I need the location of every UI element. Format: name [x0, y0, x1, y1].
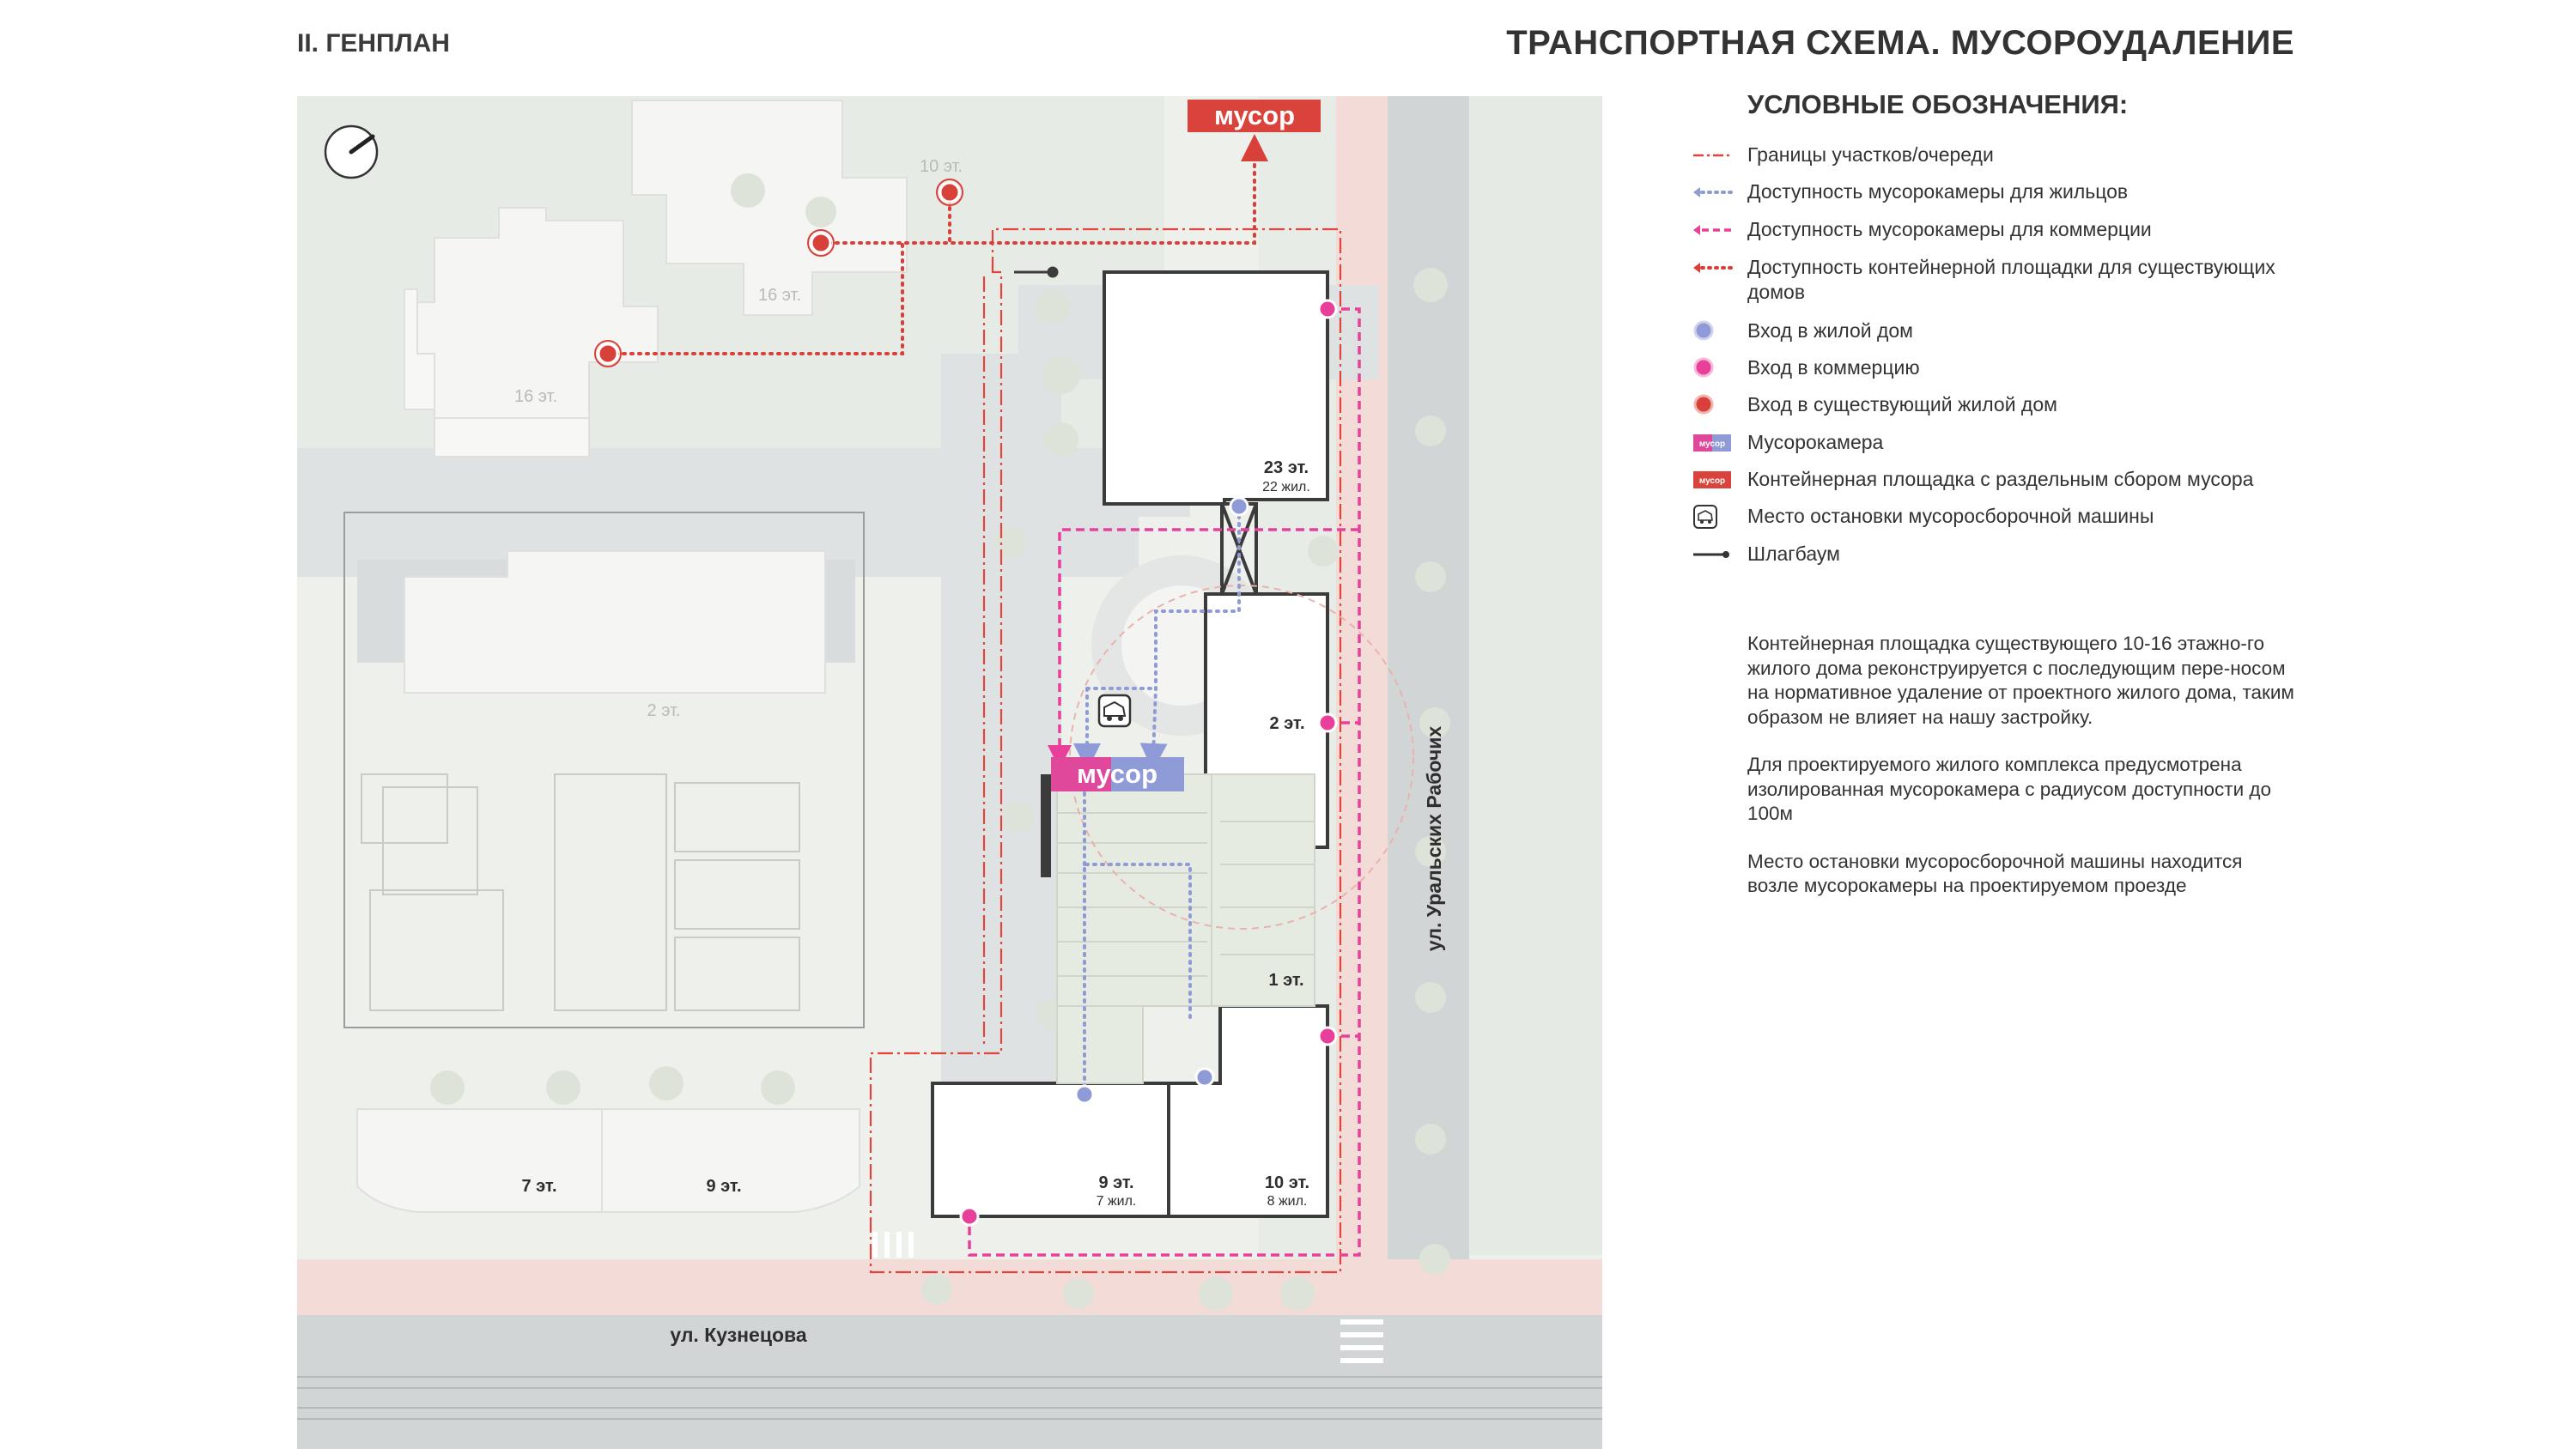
existing-arrow-icon	[1692, 255, 1735, 281]
existing-building-9-floors	[602, 1109, 860, 1212]
street-name-east: ул. Уральских Рабочих	[1423, 725, 1445, 952]
building-label: 10 эт.	[919, 157, 963, 176]
existing-building-7-floors	[357, 1109, 602, 1212]
building-sublabel: 8 жил.	[1267, 1194, 1308, 1209]
resident-entrance-dot-icon	[1692, 318, 1735, 344]
building-label: 7 эт.	[521, 1177, 557, 1196]
trash-room-tag-icon	[1692, 430, 1735, 456]
street-kuznetsova-road	[297, 1315, 1602, 1449]
site-plan-map	[297, 96, 1602, 1449]
container-site-marker	[1188, 100, 1321, 132]
svg-text:мусор: мусор	[1698, 476, 1726, 486]
building-label: 16 эт.	[513, 387, 558, 406]
building-label: 2 эт.	[647, 701, 681, 720]
note-paragraph: Контейнерная площадка существующего 10-16 этажно-го жилого дома реконструируется с последующим пере-носом на нормативное удаление от проектного жилого дома, таким образом не влияет на нашу застройку.	[1747, 633, 2294, 728]
svg-text:мусор: мусор	[1698, 440, 1726, 449]
building-sublabel: 7 жил.	[1096, 1194, 1137, 1209]
garbage-truck-icon	[1692, 504, 1735, 530]
building-label: 9 эт.	[1098, 1173, 1134, 1192]
explanatory-notes	[1747, 632, 2297, 922]
legend-title: УСЛОВНЫЕ ОБОЗНАЧЕНИЯ:	[1747, 89, 2129, 119]
building-label: 23 эт.	[1263, 458, 1309, 477]
building-label: 10 эт.	[1264, 1173, 1310, 1192]
section-title: II. ГЕНПЛАН	[297, 29, 450, 58]
resident-arrow-icon	[1692, 179, 1735, 205]
trash-room-label: мусор	[1076, 759, 1158, 789]
building-label: 9 эт.	[706, 1177, 742, 1196]
container-site-tag-icon	[1692, 467, 1735, 493]
note-paragraph: Место остановки мусоросборочной машины находится возле мусорокамеры на проектируемом проезде	[1747, 850, 2243, 896]
garbage-truck-icon	[1099, 695, 1130, 726]
commercial-arrow-icon	[1692, 217, 1735, 243]
street-name-south: ул. Кузнецова	[670, 1324, 807, 1346]
boundary-line-icon	[1692, 142, 1735, 168]
building-label: 1 эт.	[1268, 971, 1304, 990]
existing-entrance-dot-icon	[1692, 392, 1735, 418]
building-label: 16 эт.	[757, 286, 802, 305]
building-sublabel: 22 жил.	[1262, 480, 1310, 494]
building-label: 2 эт.	[1269, 714, 1305, 733]
note-paragraph: Для проектируемого жилого комплекса предусмотрена изолированная мусорокамера с радиусом доступности до 100м	[1747, 754, 2272, 824]
barrier-icon	[1692, 542, 1735, 567]
container-site-label: мусор	[1213, 100, 1296, 130]
compass-icon	[325, 126, 377, 178]
page-title: ТРАНСПОРТНАЯ СХЕМА. МУСОРОУДАЛЕНИЕ	[1506, 24, 2294, 62]
commercial-entrance-dot-icon	[1692, 355, 1735, 381]
